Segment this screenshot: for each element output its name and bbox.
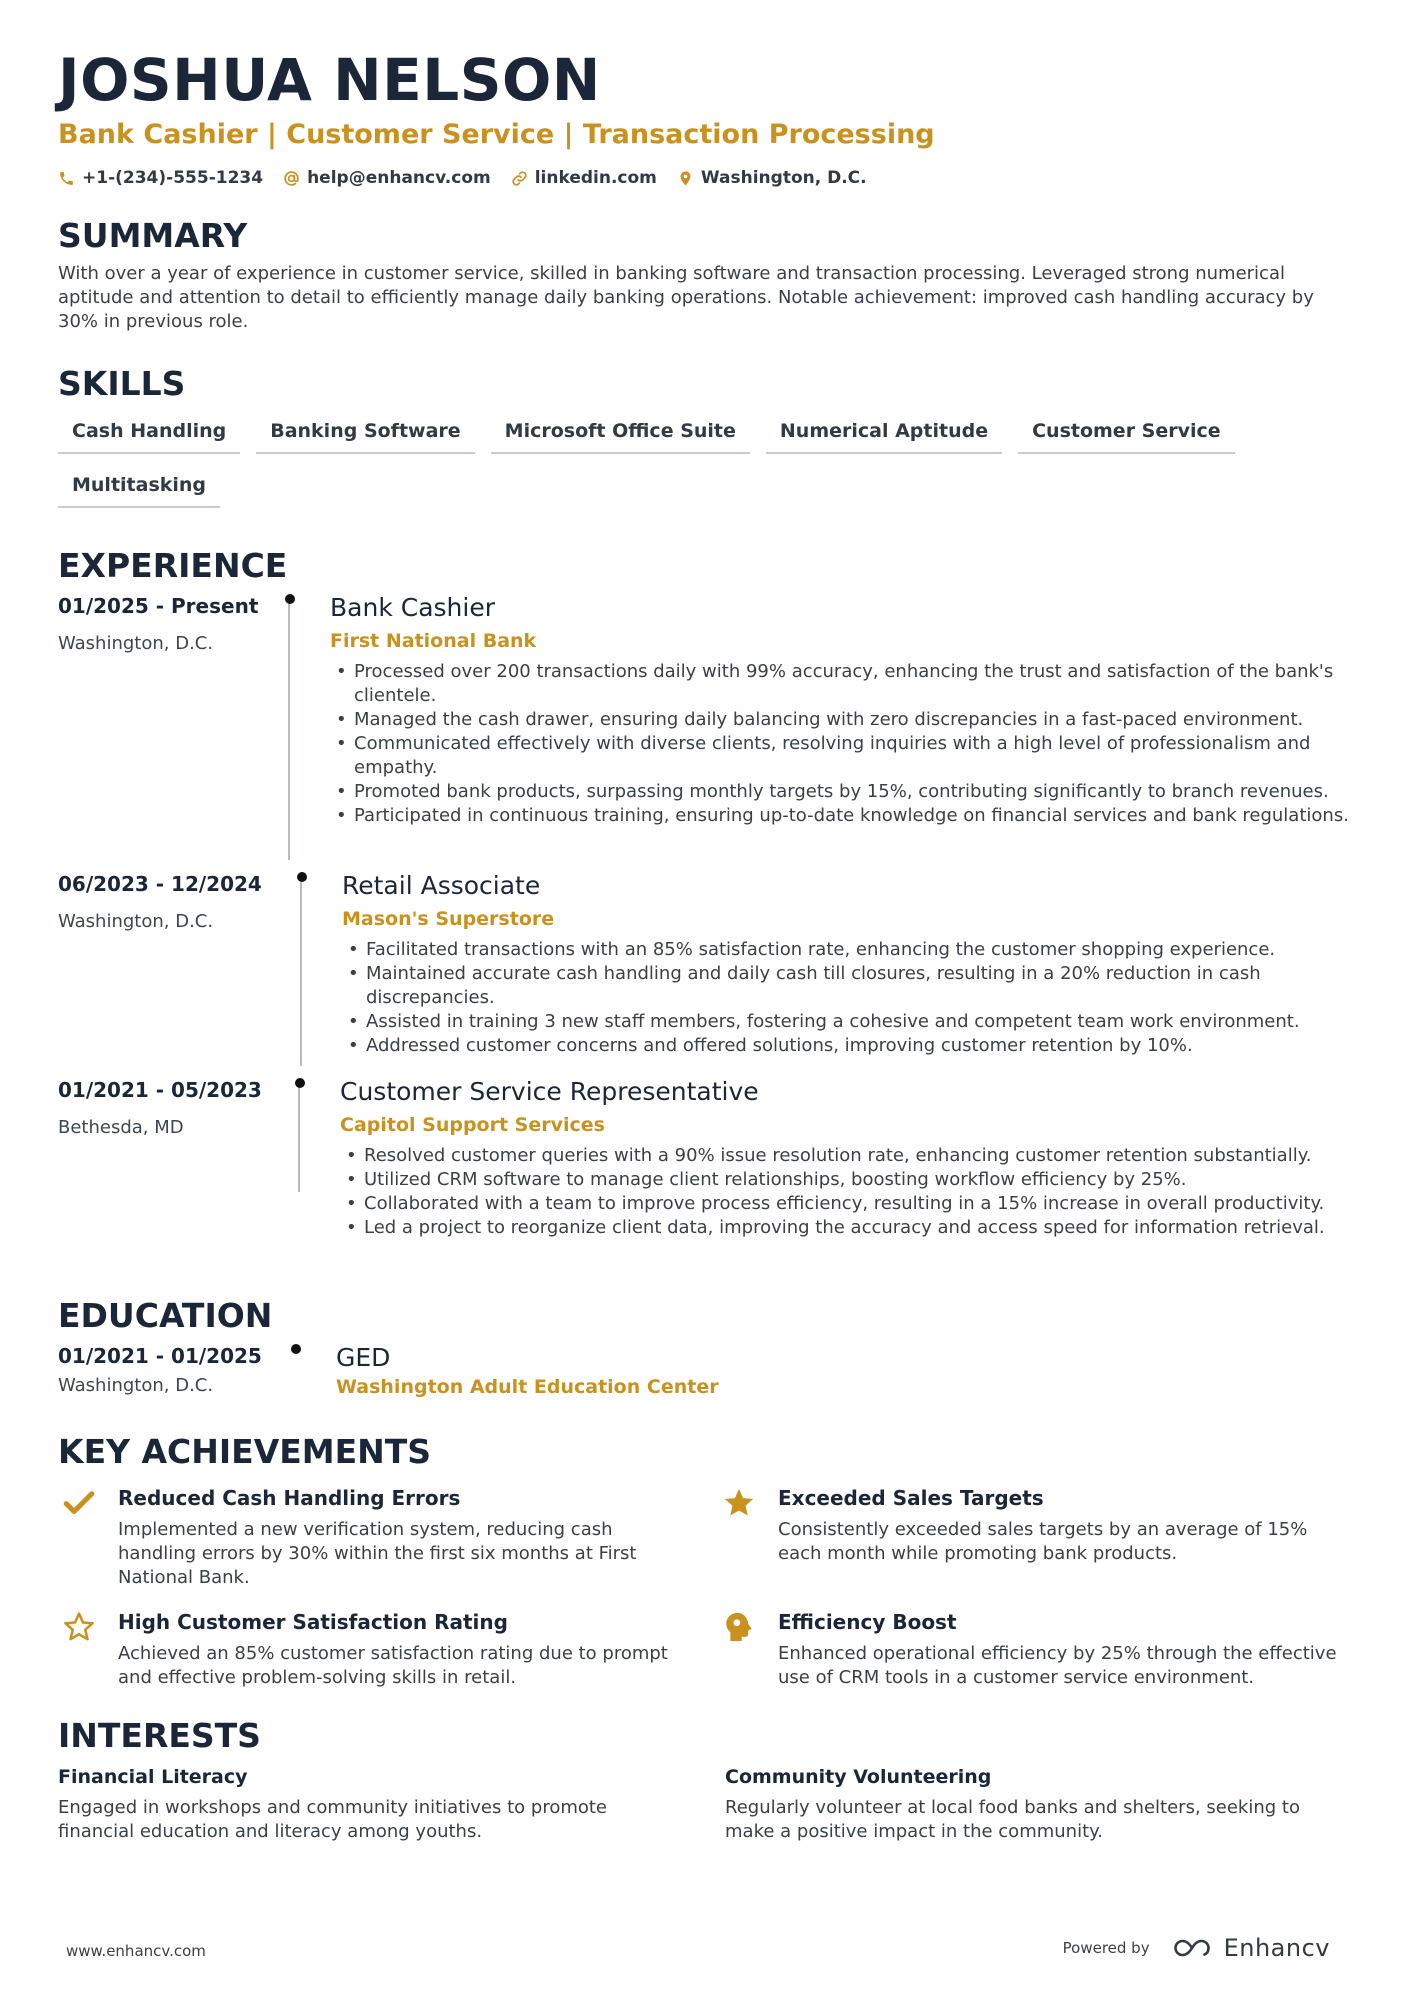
bullet-item: • Processed over 200 transactions daily with 99% accuracy, enhancing the trust and satisfaction of the bank's clientele. (330, 660, 1352, 708)
interest-title: Community Volunteering (725, 1766, 992, 1788)
linkedin-text: linkedin.com (534, 168, 657, 188)
entry-location: Washington, D.C. (58, 1375, 214, 1396)
candidate-headline: Bank Cashier | Customer Service | Transaction Processing (58, 119, 935, 150)
achievement-title: Efficiency Boost (778, 1610, 957, 1634)
experience-entry (58, 870, 1352, 1076)
bullet-item: • Resolved customer queries with a 90% issue resolution rate, enhancing customer retention substantially. (340, 1144, 1352, 1168)
entry-bullets (330, 660, 1352, 828)
enhancv-logo-icon (1172, 1936, 1216, 1960)
location-pin-icon (677, 170, 694, 187)
contact-phone[interactable] (58, 168, 263, 188)
entry-location: Washington, D.C. (58, 911, 214, 932)
contact-location (677, 168, 867, 188)
achievement-title: High Customer Satisfaction Rating (118, 1610, 508, 1634)
education-section (58, 1296, 1352, 1402)
entry-date: 01/2025 - Present (58, 594, 259, 618)
contact-linkedin[interactable] (511, 168, 657, 188)
entry-role: Bank Cashier (330, 593, 495, 622)
phone-text: +1-(234)-555-1234 (82, 168, 264, 188)
bullet-item: • Led a project to reorganize client data, improving the accuracy and access speed for information retrieval. (340, 1216, 1352, 1240)
achievement-item (58, 1608, 718, 1690)
interest-item (725, 1764, 1345, 1844)
experience-title: EXPERIENCE (58, 546, 288, 585)
checkmark-icon (62, 1486, 96, 1520)
interests-section (58, 1716, 1352, 1844)
timeline-dot (297, 872, 307, 882)
footer-branding (1063, 1934, 1330, 1962)
entry-bullets (340, 1144, 1352, 1240)
bullet-item: • Maintained accurate cash handling and daily cash till closures, resulting in a 20% reduction in cash discrepancies. (342, 962, 1352, 1010)
entry-location: Bethesda, MD (58, 1117, 184, 1138)
interests-grid (58, 1764, 1352, 1844)
footer-website[interactable]: www.enhancv.com (66, 1942, 206, 1960)
education-entry (58, 1342, 1352, 1402)
education-title: EDUCATION (58, 1296, 273, 1335)
achievement-desc: Achieved an 85% customer satisfaction rating due to prompt and effective problem-solving skills in retail. (118, 1643, 668, 1688)
summary-text: With over a year of experience in customer service, skilled in banking software and transaction processing. Leveraged strong numerical aptitude and attention to detail to efficiently manage daily banking operations. Notable achievement: improved cash handling accuracy by 30% in previous role. (58, 263, 1314, 332)
bullet-item: • Facilitated transactions with an 85% satisfaction rate, enhancing the customer shopping experience. (342, 938, 1352, 962)
interest-title: Financial Literacy (58, 1766, 248, 1788)
entry-date: 01/2021 - 01/2025 (58, 1344, 262, 1368)
skill-tag: Multitasking (58, 468, 220, 508)
candidate-name: JOSHUA NELSON (58, 46, 601, 114)
phone-icon (58, 170, 75, 187)
interest-desc: Engaged in workshops and community initiatives to promote financial education and literacy among youths. (58, 1797, 608, 1842)
entry-bullets (342, 938, 1352, 1058)
achievement-item (718, 1608, 1358, 1690)
skill-tag: Customer Service (1018, 414, 1235, 454)
link-icon (511, 170, 528, 187)
experience-entry (58, 1076, 1352, 1266)
achievement-title: Reduced Cash Handling Errors (118, 1486, 461, 1510)
achievement-desc: Implemented a new verification system, reducing cash handling errors by 30% within the first six months at First National Bank. (118, 1519, 637, 1588)
entry-date: 01/2021 - 05/2023 (58, 1078, 262, 1102)
brand-name: Enhancv (1223, 1934, 1330, 1962)
bullet-item: • Assisted in training 3 new staff members, fostering a cohesive and competent team work environment. (342, 1010, 1352, 1034)
skills-section (58, 364, 1352, 508)
interest-item (58, 1764, 725, 1844)
bullet-item: • Promoted bank products, surpassing monthly targets by 15%, contributing significantly to branch revenues. (330, 780, 1352, 804)
bullet-item: • Participated in continuous training, ensuring up-to-date knowledge on financial services and bank regulations. (330, 804, 1352, 828)
timeline-dot (285, 594, 295, 604)
timeline-line (288, 598, 290, 860)
skill-tag: Cash Handling (58, 414, 240, 454)
experience-section (58, 546, 1352, 1266)
achievements-grid (58, 1484, 1352, 1690)
achievement-title: Exceeded Sales Targets (778, 1486, 1044, 1510)
entry-school: Washington Adult Education Center (336, 1376, 719, 1398)
star-filled-icon (722, 1486, 756, 1520)
entry-company: First National Bank (330, 630, 537, 652)
skills-list (58, 414, 1348, 508)
resume-header (58, 44, 1352, 188)
timeline-dot (295, 1078, 305, 1088)
email-text: help@enhancv.com (307, 168, 491, 188)
entry-company: Mason's Superstore (342, 908, 555, 930)
achievement-desc: Consistently exceeded sales targets by an average of 15% each month while promoting bank products. (778, 1519, 1308, 1564)
summary-section (58, 216, 1352, 334)
contact-email[interactable] (283, 168, 491, 188)
achievement-desc: Enhanced operational efficiency by 25% through the effective use of CRM tools in a customer service environment. (778, 1643, 1337, 1688)
timeline-line (300, 876, 302, 1066)
entry-date: 06/2023 - 12/2024 (58, 872, 262, 896)
bullet-item: • Collaborated with a team to improve process efficiency, resulting in a 15% increase in overall productivity. (340, 1192, 1352, 1216)
education-timeline (58, 1342, 1352, 1402)
skill-tag: Banking Software (256, 414, 474, 454)
bullet-item: • Managed the cash drawer, ensuring daily balancing with zero discrepancies in a fast-paced environment. (330, 708, 1352, 732)
achievement-item (58, 1484, 718, 1590)
bullet-item: • Communicated effectively with diverse clients, resolving inquiries with a high level of professionalism and empathy. (330, 732, 1352, 780)
entry-role: Retail Associate (342, 871, 541, 900)
contact-bar (58, 168, 1352, 188)
achievements-title: KEY ACHIEVEMENTS (58, 1432, 432, 1471)
skill-tag: Numerical Aptitude (766, 414, 1002, 454)
entry-location: Washington, D.C. (58, 633, 214, 654)
at-sign-icon (283, 170, 300, 187)
brain-head-icon (722, 1610, 756, 1644)
bullet-item: • Utilized CRM software to manage client relationships, boosting workflow efficiency by 25%. (340, 1168, 1352, 1192)
brand-logo[interactable] (1172, 1934, 1330, 1962)
achievements-section (58, 1432, 1352, 1690)
interest-desc: Regularly volunteer at local food banks and shelters, seeking to make a positive impact in the community. (725, 1797, 1300, 1842)
bullet-item: • Addressed customer concerns and offered solutions, improving customer retention by 10%. (342, 1034, 1352, 1058)
timeline-dot (291, 1344, 301, 1354)
skills-title: SKILLS (58, 364, 186, 403)
timeline-line (298, 1082, 300, 1192)
star-outline-icon (62, 1610, 96, 1644)
experience-timeline (58, 592, 1352, 1266)
experience-entry (58, 592, 1352, 870)
entry-degree: GED (336, 1343, 391, 1372)
location-text: Washington, D.C. (700, 168, 867, 188)
powered-by-text: Powered by (1062, 1939, 1150, 1957)
summary-title: SUMMARY (58, 216, 248, 255)
achievement-item (718, 1484, 1358, 1590)
entry-company: Capitol Support Services (340, 1114, 605, 1136)
entry-role: Customer Service Representative (340, 1077, 759, 1106)
interests-title: INTERESTS (58, 1716, 261, 1755)
skill-tag: Microsoft Office Suite (491, 414, 750, 454)
